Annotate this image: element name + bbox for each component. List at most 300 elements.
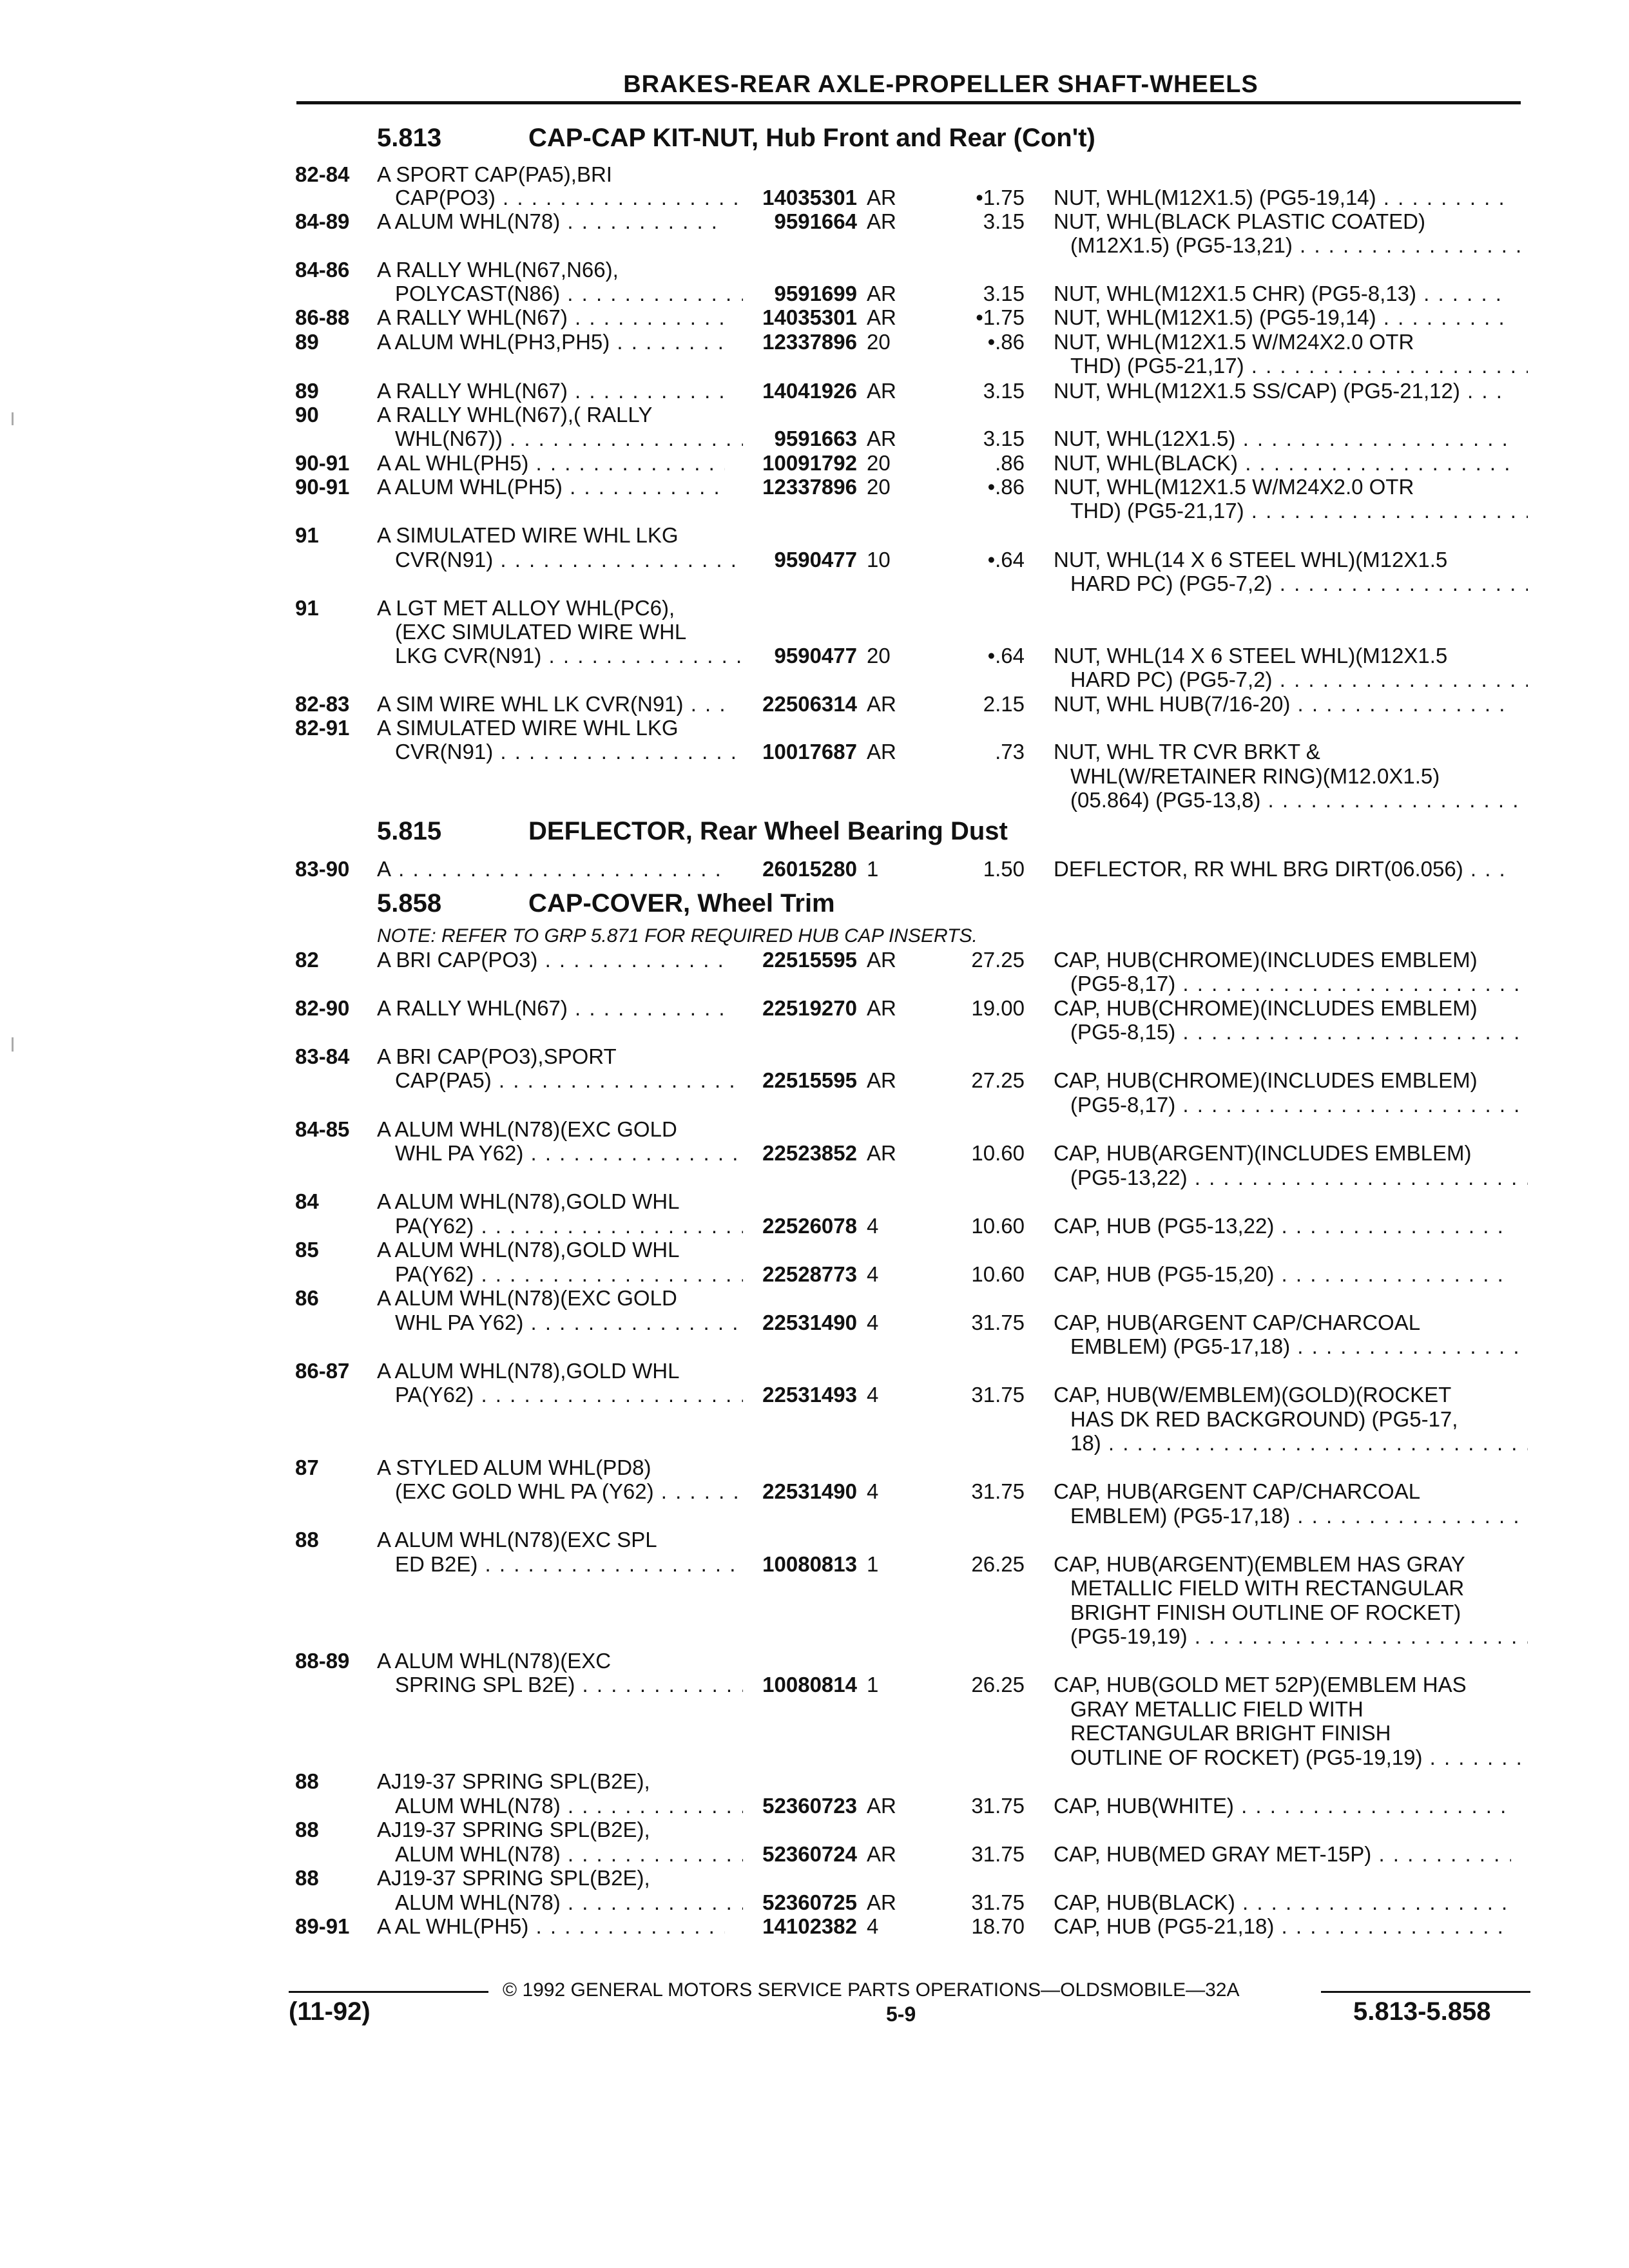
section-title: CAP-COVER, Wheel Trim (528, 889, 835, 918)
usage-description (377, 1552, 743, 1576)
part-description-text: CAP, HUB(MED GRAY MET-15P) . . . (1054, 1842, 1511, 1866)
price: 18.70 (971, 1914, 1025, 1938)
usage-description-text: A SPORT CAP(PA5),BRI (377, 162, 612, 186)
model-years: 91 (295, 523, 319, 547)
model-years: 90 (295, 403, 319, 427)
usage-description (377, 948, 725, 972)
part-number: 9590477 (774, 644, 857, 668)
part-description-text: RECTANGULAR BRIGHT FINISH (1070, 1721, 1391, 1745)
part-number: 22528773 (762, 1262, 857, 1286)
part-description (1054, 475, 1511, 499)
model-years: 86 (295, 1286, 319, 1310)
quantity: AR (867, 427, 896, 450)
part-description (1054, 948, 1511, 972)
model-years: 91 (295, 596, 319, 620)
part-number: 10080814 (762, 1673, 857, 1696)
part-description-text: (PG5-8,17) . . . (1070, 1093, 1528, 1117)
part-number: 14035301 (762, 305, 857, 329)
usage-description-text: A AL WHL(PH5) . . . (377, 1914, 725, 1938)
usage-description-text: A ALUM WHL(N78)(EXC GOLD (377, 1117, 677, 1141)
usage-description-text: ALUM WHL(N78) . . . (395, 1890, 743, 1914)
part-description-text: NUT, WHL(12X1.5) . . . (1054, 427, 1511, 450)
usage-description (377, 1286, 725, 1310)
usage-description-text: SPRING SPL B2E) . . . (395, 1673, 743, 1696)
usage-description-text: A LGT MET ALLOY WHL(PC6), (377, 596, 675, 620)
usage-description (377, 451, 725, 475)
usage-description-text: A SIM WIRE WHL LK CVR(N91) . . . (377, 692, 725, 716)
usage-description (377, 1649, 725, 1673)
part-description-text: NUT, WHL(M12X1.5 SS/CAP) (PG5-21,12) . . . (1054, 379, 1511, 403)
model-years: 90-91 (295, 475, 350, 499)
usage-description (377, 209, 725, 233)
model-years: 84 (295, 1189, 319, 1213)
usage-description (377, 1914, 725, 1938)
model-years: 82 (295, 948, 319, 972)
usage-description-text: AJ19-37 SPRING SPL(B2E), (377, 1866, 650, 1890)
part-description (1054, 451, 1511, 475)
model-years: 82-83 (295, 692, 350, 716)
part-description (1054, 1794, 1511, 1818)
part-description-text: NUT, WHL HUB(7/16-20) . . . (1054, 692, 1511, 716)
part-description-text: NUT, WHL(14 X 6 STEEL WHL)(M12X1.5 (1054, 548, 1448, 572)
part-description (1054, 1552, 1511, 1576)
part-description-text: OUTLINE OF ROCKET) (PG5-19,19) . . . (1070, 1745, 1528, 1769)
footer-copyright: © 1992 GENERAL MOTORS SERVICE PARTS OPERATIONS—OLDSMOBILE—32A (503, 1979, 1240, 2001)
model-years: 88 (295, 1818, 319, 1841)
usage-description-text: A ALUM WHL(N78)(EXC SPL (377, 1528, 657, 1552)
part-description-text: WHL(W/RETAINER RING)(M12.0X1.5) (1070, 764, 1440, 788)
part-description-text: CAP, HUB(GOLD MET 52P)(EMBLEM HAS (1054, 1673, 1467, 1696)
part-description-text: NUT, WHL(BLACK) . . . (1054, 451, 1511, 475)
part-number: 22519270 (762, 996, 857, 1020)
quantity: 20 (867, 451, 891, 475)
part-description-text: METALLIC FIELD WITH RECTANGULAR (1070, 1576, 1465, 1600)
quantity: AR (867, 1141, 896, 1165)
usage-description (377, 379, 725, 403)
price: 31.75 (971, 1479, 1025, 1503)
part-description-text: 18) . . . (1070, 1431, 1528, 1455)
price: 1.50 (983, 857, 1025, 881)
usage-description-text: A ALUM WHL(PH5) . . . (377, 475, 725, 499)
part-number: 22506314 (762, 692, 857, 716)
quantity: 1 (867, 857, 879, 881)
model-years: 84-89 (295, 209, 350, 233)
usage-description (377, 427, 743, 450)
footer-group-range: 5.813-5.858 (1353, 1997, 1491, 2026)
usage-description-text: A ALUM WHL(N78),GOLD WHL (377, 1238, 680, 1262)
part-description (1054, 379, 1511, 403)
part-description-text: CAP, HUB(ARGENT CAP/CHARCOAL (1054, 1311, 1421, 1334)
part-description-text: CAP, HUB(BLACK) . . . (1054, 1890, 1511, 1914)
usage-description-text: POLYCAST(N86) . . . (395, 282, 743, 305)
part-number: 26015280 (762, 857, 857, 881)
usage-description-text: ALUM WHL(N78) . . . (395, 1842, 743, 1866)
part-description-text: (M12X1.5) (PG5-13,21) . . . (1070, 233, 1528, 257)
part-number: 22531493 (762, 1383, 857, 1407)
part-description-text: CAP, HUB(CHROME)(INCLUDES EMBLEM) (1054, 948, 1478, 972)
usage-description (377, 1214, 743, 1238)
part-description (1054, 972, 1528, 995)
usage-description (377, 1479, 743, 1503)
part-description (1054, 668, 1528, 691)
usage-description (377, 644, 743, 668)
part-number: 22531490 (762, 1479, 857, 1503)
usage-description-text: A ALUM WHL(PH3,PH5) . . . (377, 330, 725, 354)
part-description-text: HARD PC) (PG5-7,2) . . . (1070, 668, 1528, 691)
price: 31.75 (971, 1890, 1025, 1914)
part-description-text: CAP, HUB(CHROME)(INCLUDES EMBLEM) (1054, 1068, 1478, 1092)
part-description (1054, 1721, 1528, 1745)
part-description-text: CAP, HUB(W/EMBLEM)(GOLD)(ROCKET (1054, 1383, 1452, 1407)
part-description (1054, 1890, 1511, 1914)
quantity: AR (867, 1068, 896, 1092)
part-description-text: NUT, WHL(14 X 6 STEEL WHL)(M12X1.5 (1054, 644, 1448, 668)
part-description (1054, 1020, 1528, 1044)
part-number: 9590477 (774, 548, 857, 572)
part-description (1054, 1093, 1528, 1117)
part-description (1054, 764, 1528, 788)
part-number: 9591699 (774, 282, 857, 305)
quantity: AR (867, 186, 896, 209)
usage-description-text: LKG CVR(N91) . . . (395, 644, 743, 668)
part-description (1054, 692, 1511, 716)
part-description-text: GRAY METALLIC FIELD WITH (1070, 1697, 1364, 1721)
usage-description-text: A ALUM WHL(N78),GOLD WHL (377, 1189, 680, 1213)
part-description (1054, 282, 1511, 305)
price: 26.25 (971, 1673, 1025, 1696)
model-years: 82-84 (295, 162, 350, 186)
model-years: 86-88 (295, 305, 350, 329)
usage-description-text: CAP(PO3) . . . (395, 186, 743, 209)
usage-description (377, 1866, 725, 1890)
part-description (1054, 1504, 1528, 1528)
part-description-text: THD) (PG5-21,17) . . . (1070, 354, 1528, 378)
usage-description (377, 305, 725, 329)
part-description-text: CAP, HUB(CHROME)(INCLUDES EMBLEM) (1054, 996, 1478, 1020)
part-description (1054, 788, 1528, 812)
price: 31.75 (971, 1794, 1025, 1818)
usage-description-text: A ALUM WHL(N78)(EXC (377, 1649, 612, 1673)
quantity: 20 (867, 475, 891, 499)
usage-description-text: A RALLY WHL(N67) . . . (377, 305, 725, 329)
price: 31.75 (971, 1383, 1025, 1407)
price: 10.60 (971, 1262, 1025, 1286)
part-description-text: THD) (PG5-21,17) . . . (1070, 499, 1528, 523)
part-description (1054, 1697, 1528, 1721)
usage-description-text: ED B2E) . . . (395, 1552, 743, 1576)
usage-description (377, 996, 725, 1020)
part-description-text: EMBLEM) (PG5-17,18) . . . (1070, 1334, 1528, 1358)
part-number: 12337896 (762, 330, 857, 354)
usage-description (377, 1456, 725, 1479)
usage-description (377, 1189, 725, 1213)
model-years: 88-89 (295, 1649, 350, 1673)
part-description (1054, 1141, 1511, 1165)
quantity: 20 (867, 644, 891, 668)
part-description-text: NUT, WHL(M12X1.5 W/M24X2.0 OTR (1054, 475, 1414, 499)
usage-description-text: (EXC GOLD WHL PA (Y62) . . . (395, 1479, 743, 1503)
part-description (1054, 1166, 1528, 1189)
part-number: 22523852 (762, 1141, 857, 1165)
quantity: 4 (867, 1383, 879, 1407)
usage-description (377, 1794, 743, 1818)
model-years: 84-85 (295, 1117, 350, 1141)
usage-description-text: CVR(N91) . . . (395, 740, 743, 764)
price: •.64 (987, 644, 1025, 668)
usage-description (377, 1890, 743, 1914)
part-description-text: NUT, WHL(M12X1.5 CHR) (PG5-8,13) . . . (1054, 282, 1511, 305)
usage-description-text: A BRI CAP(PO3),SPORT (377, 1044, 617, 1068)
part-description-text: NUT, WHL(M12X1.5 W/M24X2.0 OTR (1054, 330, 1414, 354)
part-number: 52360723 (762, 1794, 857, 1818)
usage-description-text: A RALLY WHL(N67,N66), (377, 258, 619, 282)
usage-description (377, 162, 725, 186)
section-title: DEFLECTOR, Rear Wheel Bearing Dust (528, 817, 1008, 845)
usage-description-text: A SIMULATED WIRE WHL LKG (377, 716, 679, 740)
price: •1.75 (976, 186, 1025, 209)
price: 3.15 (983, 282, 1025, 305)
part-description-text: CAP, HUB (PG5-15,20) . . . (1054, 1262, 1511, 1286)
usage-description (377, 330, 725, 354)
part-description-text: EMBLEM) (PG5-17,18) . . . (1070, 1504, 1528, 1528)
part-description (1054, 1479, 1511, 1503)
part-number: 10091792 (762, 451, 857, 475)
model-years: 90-91 (295, 451, 350, 475)
usage-description-text: PA(Y62) . . . (395, 1214, 743, 1238)
price: •1.75 (976, 305, 1025, 329)
usage-description-text: A RALLY WHL(N67),( RALLY (377, 403, 653, 427)
section-number: 5.815 (377, 817, 442, 845)
usage-description-text: CAP(PA5) . . . (395, 1068, 743, 1092)
part-number: 22531490 (762, 1311, 857, 1334)
part-number: 9591664 (774, 209, 857, 233)
usage-description (377, 186, 743, 209)
part-description (1054, 548, 1511, 572)
part-description (1054, 330, 1511, 354)
part-description-text: HARD PC) (PG5-7,2) . . . (1070, 572, 1528, 595)
usage-description (377, 1068, 743, 1092)
usage-description-text: WHL PA Y62) . . . (395, 1311, 743, 1334)
part-description-text: (PG5-8,15) . . . (1070, 1020, 1528, 1044)
usage-description-text: CVR(N91) . . . (395, 548, 743, 572)
part-description-text: (05.864) (PG5-13,8) . . . (1070, 788, 1528, 812)
model-years: 89-91 (295, 1914, 350, 1938)
part-description (1054, 209, 1511, 233)
part-description (1054, 1334, 1528, 1358)
model-years: 85 (295, 1238, 319, 1262)
usage-description-text: A SIMULATED WIRE WHL LKG (377, 523, 679, 547)
usage-description (377, 620, 743, 644)
part-description-text: CAP, HUB(ARGENT)(INCLUDES EMBLEM) (1054, 1141, 1472, 1165)
part-number: 52360725 (762, 1890, 857, 1914)
usage-description (377, 1383, 743, 1407)
header-rule (296, 101, 1521, 104)
usage-description-text: A . . . (377, 857, 725, 881)
usage-description (377, 475, 725, 499)
price: 31.75 (971, 1311, 1025, 1334)
part-description (1054, 1262, 1511, 1286)
price: •.64 (987, 548, 1025, 572)
part-description (1054, 1214, 1511, 1238)
part-description-text: BRIGHT FINISH OUTLINE OF ROCKET) (1070, 1600, 1461, 1624)
quantity: 1 (867, 1673, 879, 1696)
usage-description (377, 1673, 743, 1696)
usage-description (377, 1528, 725, 1552)
part-description-text: NUT, WHL TR CVR BRKT & (1054, 740, 1320, 764)
part-description-text: DEFLECTOR, RR WHL BRG DIRT(06.056) . . . (1054, 857, 1511, 881)
quantity: AR (867, 379, 896, 403)
quantity: AR (867, 305, 896, 329)
part-description (1054, 1431, 1528, 1455)
quantity: AR (867, 692, 896, 716)
usage-description (377, 1359, 725, 1383)
usage-description-text: A STYLED ALUM WHL(PD8) (377, 1456, 651, 1479)
usage-description-text: WHL PA Y62) . . . (395, 1141, 743, 1165)
part-number: 9591663 (774, 427, 857, 450)
usage-description (377, 692, 725, 716)
model-years: 87 (295, 1456, 319, 1479)
part-description (1054, 1745, 1528, 1769)
price: 10.60 (971, 1214, 1025, 1238)
footer-rule (1321, 1991, 1530, 1993)
model-years: 82-90 (295, 996, 350, 1020)
part-description (1054, 1673, 1511, 1696)
price: .73 (995, 740, 1025, 764)
usage-description-text: A ALUM WHL(N78),GOLD WHL (377, 1359, 680, 1383)
price: 2.15 (983, 692, 1025, 716)
usage-description (377, 1311, 743, 1334)
part-description (1054, 427, 1511, 450)
part-description-text: CAP, HUB (PG5-21,18) . . . (1054, 1914, 1511, 1938)
part-description-text: CAP, HUB(ARGENT CAP/CHARCOAL (1054, 1479, 1421, 1503)
usage-description (377, 282, 743, 305)
part-description-text: NUT, WHL(M12X1.5) (PG5-19,14) . . . (1054, 186, 1511, 209)
usage-description-text: A RALLY WHL(N67) . . . (377, 996, 725, 1020)
section-title: CAP-CAP KIT-NUT, Hub Front and Rear (Con't) (528, 124, 1095, 152)
price: 3.15 (983, 427, 1025, 450)
usage-description-text: A ALUM WHL(N78) . . . (377, 209, 725, 233)
part-description-text: CAP, HUB (PG5-13,22) . . . (1054, 1214, 1511, 1238)
section-number: 5.858 (377, 889, 442, 918)
usage-description-text: PA(Y62) . . . (395, 1262, 743, 1286)
model-years: 88 (295, 1528, 319, 1552)
price: •.86 (987, 475, 1025, 499)
part-description-text: HAS DK RED BACKGROUND) (PG5-17, (1070, 1407, 1458, 1431)
price: 3.15 (983, 379, 1025, 403)
model-years: 82-91 (295, 716, 350, 740)
part-description (1054, 1600, 1528, 1624)
part-description (1054, 233, 1528, 257)
price: 27.25 (971, 1068, 1025, 1092)
usage-description (377, 1141, 743, 1165)
usage-description (377, 1262, 743, 1286)
price: .86 (995, 451, 1025, 475)
part-number: 12337896 (762, 475, 857, 499)
part-description (1054, 1842, 1511, 1866)
usage-description-text: A AL WHL(PH5) . . . (377, 451, 725, 475)
quantity: 20 (867, 330, 891, 354)
part-description-text: (PG5-19,19) . . . (1070, 1624, 1528, 1648)
part-number: 22515595 (762, 1068, 857, 1092)
part-description (1054, 1576, 1528, 1600)
page-header: BRAKES-REAR AXLE-PROPELLER SHAFT-WHEELS (623, 71, 1258, 98)
usage-description (377, 857, 725, 881)
usage-description (377, 1044, 725, 1068)
part-number: 22526078 (762, 1214, 857, 1238)
usage-description (377, 523, 725, 547)
part-number: 14035301 (762, 186, 857, 209)
usage-description-text: A ALUM WHL(N78)(EXC GOLD (377, 1286, 677, 1310)
part-description (1054, 499, 1528, 523)
usage-description (377, 1117, 725, 1141)
price: 31.75 (971, 1842, 1025, 1866)
part-number: 52360724 (762, 1842, 857, 1866)
quantity: AR (867, 996, 896, 1020)
usage-description-text: A BRI CAP(PO3) . . . (377, 948, 725, 972)
footer-page-number: 5-9 (886, 2003, 916, 2026)
scan-mark (12, 1037, 14, 1052)
part-description-text: (PG5-13,22) . . . (1070, 1166, 1528, 1189)
model-years: 84-86 (295, 258, 350, 282)
part-description (1054, 1068, 1511, 1092)
part-description (1054, 1624, 1528, 1648)
quantity: 1 (867, 1552, 879, 1576)
part-number: 14041926 (762, 379, 857, 403)
quantity: AR (867, 282, 896, 305)
quantity: 4 (867, 1214, 879, 1238)
quantity: AR (867, 740, 896, 764)
usage-description (377, 1842, 743, 1866)
usage-description (377, 1769, 725, 1793)
part-description-text: NUT, WHL(BLACK PLASTIC COATED) (1054, 209, 1425, 233)
footer-date: (11-92) (289, 1997, 371, 2026)
part-description-text: NUT, WHL(M12X1.5) (PG5-19,14) . . . (1054, 305, 1511, 329)
part-description (1054, 1383, 1511, 1407)
usage-description (377, 1818, 725, 1841)
price: 27.25 (971, 948, 1025, 972)
price: 3.15 (983, 209, 1025, 233)
quantity: AR (867, 1890, 896, 1914)
part-description-text: CAP, HUB(ARGENT)(EMBLEM HAS GRAY (1054, 1552, 1465, 1576)
quantity: 4 (867, 1914, 879, 1938)
quantity: AR (867, 209, 896, 233)
quantity: AR (867, 948, 896, 972)
usage-description (377, 403, 725, 427)
quantity: 10 (867, 548, 891, 572)
quantity: AR (867, 1842, 896, 1866)
quantity: 4 (867, 1479, 879, 1503)
model-years: 83-84 (295, 1044, 350, 1068)
part-number: 14102382 (762, 1914, 857, 1938)
usage-description (377, 596, 725, 620)
usage-description-text: A RALLY WHL(N67) . . . (377, 379, 725, 403)
footer-rule (289, 1991, 488, 1993)
usage-description-text: (EXC SIMULATED WIRE WHL (395, 620, 687, 644)
model-years: 89 (295, 330, 319, 354)
usage-description-text: PA(Y62) . . . (395, 1383, 743, 1407)
quantity: AR (867, 1794, 896, 1818)
model-years: 83-90 (295, 857, 350, 881)
part-description (1054, 857, 1511, 881)
part-number: 10080813 (762, 1552, 857, 1576)
part-description (1054, 740, 1511, 764)
part-description (1054, 354, 1528, 378)
usage-description (377, 716, 725, 740)
section-number: 5.813 (377, 124, 442, 152)
usage-description-text: ALUM WHL(N78) . . . (395, 1794, 743, 1818)
model-years: 89 (295, 379, 319, 403)
part-description-text: CAP, HUB(WHITE) . . . (1054, 1794, 1511, 1818)
